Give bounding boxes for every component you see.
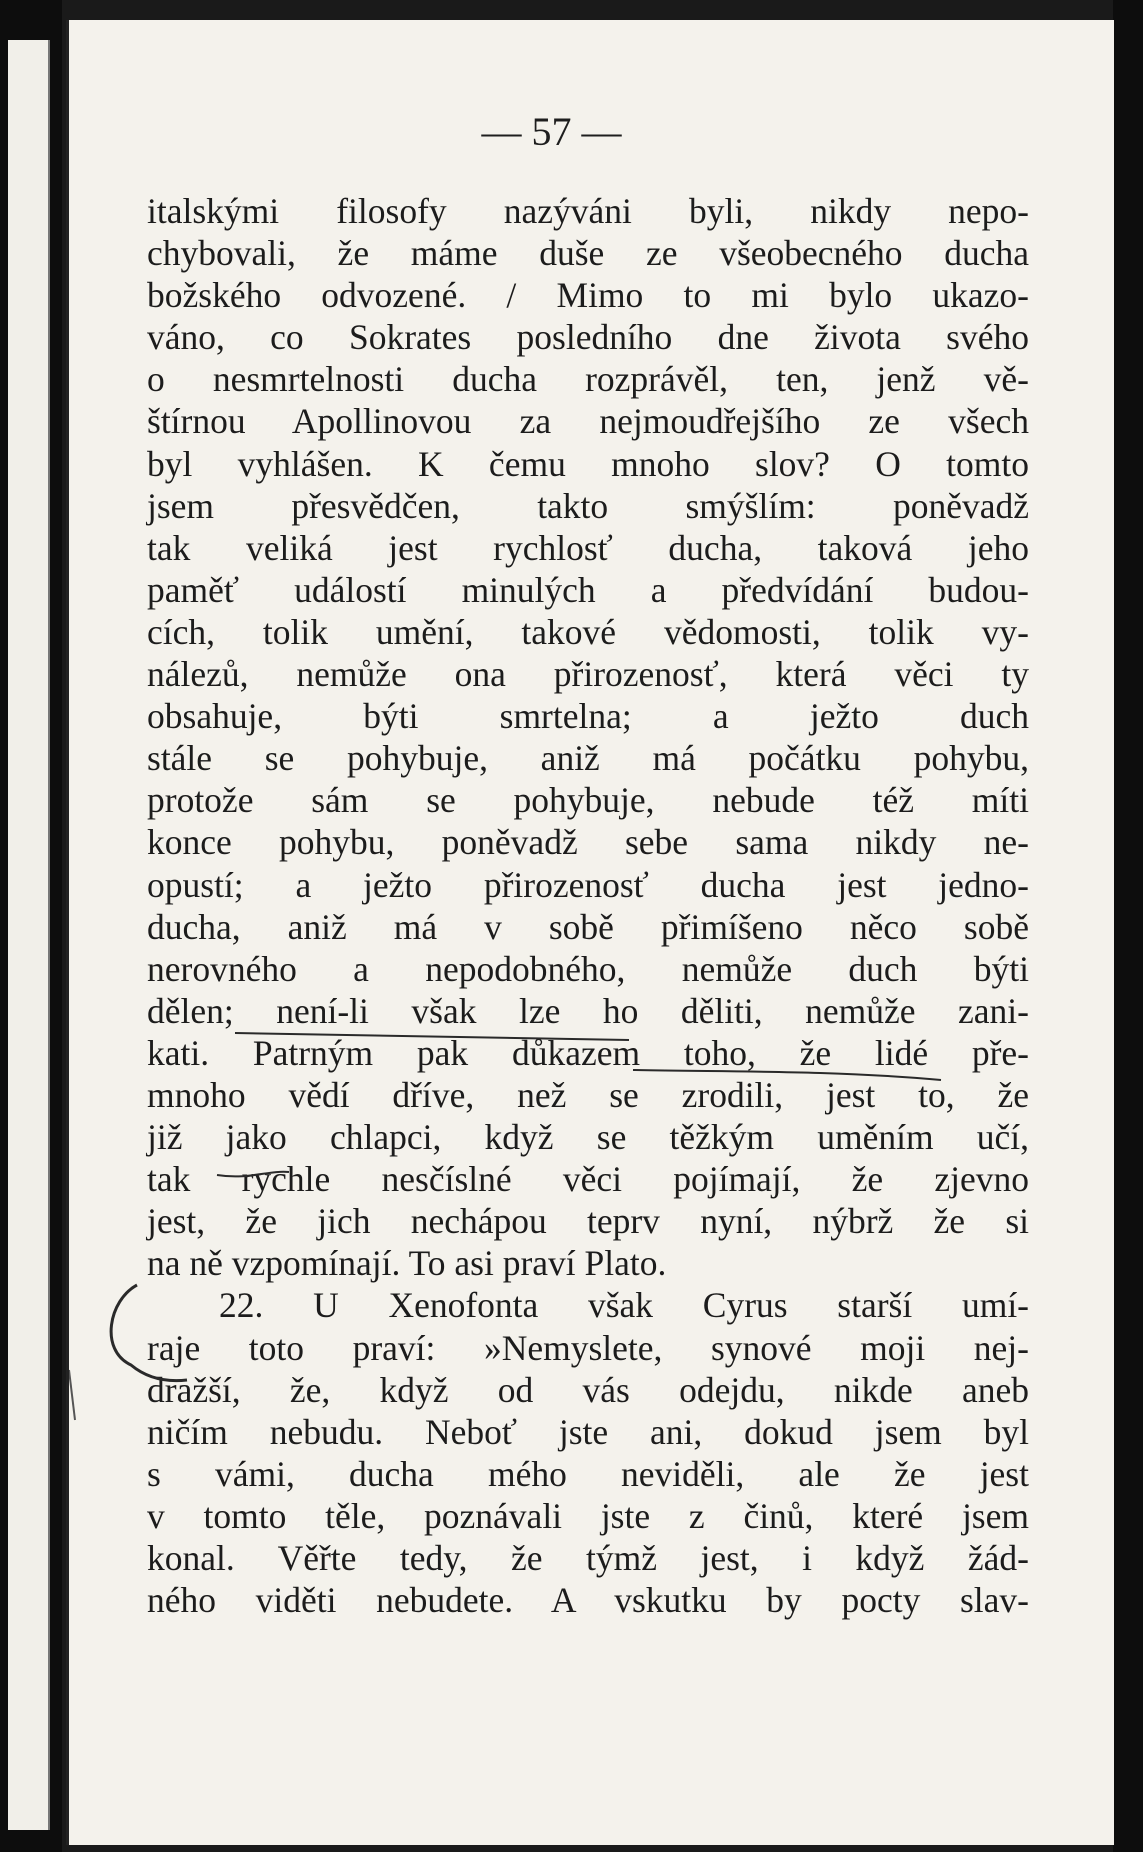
text-line: ničím nebudu. Neboť jste ani, dokud jsem byl [147,1411,1029,1452]
text-line: božského odvozené. / Mimo to mi bylo ukazo- [147,275,1029,316]
text-line: 22. U Xenofonta však Cyrus starší umí- [219,1285,1029,1326]
text-line: na ně vzpomínají. To asi praví Plato. [147,1243,667,1284]
text-line: mnoho vědí dříve, než se zrodili, jest to, že [147,1074,1029,1115]
text-line: tak rychle nesčíslné věci pojímají, že zjevno [147,1159,1029,1200]
text-line: stále se pohybuje, aniž má počátku pohybu, [147,738,1029,779]
page-body-text [147,190,1029,1621]
text-line: nerovného a nepodobného, nemůže duch býti [147,948,1029,989]
text-line: dělen; není-li však lze ho děliti, nemůže zani- [147,990,1029,1031]
text-line: jest, že jich nechápou teprv nyní, nýbrž že si [147,1201,1029,1242]
text-line: o nesmrtelnosti ducha rozprávěl, ten, jenž vě- [147,359,1029,400]
text-line: již jako chlapci, když se těžkým uměním učí, [147,1117,1029,1158]
pencil-stroke [69,1370,75,1420]
text-line: obsahuje, býti smrtelna; a ježto duch [147,696,1029,737]
previous-page-edge [8,40,50,1830]
text-line: váno, co Sokrates posledního dne života svého [147,317,1029,358]
scan-right-border [1113,0,1143,1852]
text-line: štírnou Apollinovou za nejmoudřejšího ze všech [147,401,1029,442]
text-line: protože sám se pohybuje, nebude též míti [147,780,1029,821]
text-line: paměť událostí minulých a předvídání budou- [147,569,1029,610]
text-line: opustí; a ježto přirozenosť ducha jest jedno- [147,864,1029,905]
text-line: kati. Patrným pak důkazem toho, že lidé pře- [147,1032,1029,1073]
text-line: v tomto těle, poznávali jste z činů, které jsem [147,1495,1029,1536]
text-line: chybovali, že máme duše ze všeobecného ducha [147,233,1029,274]
text-line: byl vyhlášen. K čemu mnoho slov? O tomto [147,443,1029,484]
text-line: italskými filosofy nazýváni byli, nikdy nepo- [147,191,1029,231]
text-line: s vámi, ducha mého neviděli, ale že jest [147,1453,1029,1494]
text-line: konce pohybu, poněvadž sebe sama nikdy ne- [147,822,1029,863]
text-line: nálezů, nemůže ona přirozenosť, která věci ty [147,654,1029,695]
text-line: konal. Věřte tedy, že týmž jest, i když žád- [147,1538,1029,1578]
text-line: cích, tolik umění, takové vědomosti, tolik vy- [147,611,1029,652]
book-page [66,20,1114,1845]
text-line: tak veliká jest rychlosť ducha, taková jeho [147,527,1029,568]
page-number: — 57 — [481,109,622,154]
text-line: raje toto praví: »Nemyslete, synové moji nej- [147,1327,1029,1368]
text-line: jsem přesvědčen, takto smýšlím: poněvadž [147,485,1029,526]
text-line: dražší, že, když od vás odejdu, nikde aneb [147,1369,1029,1410]
text-line: ducha, aniž má v sobě přimíšeno něco sobě [147,906,1029,947]
text-line: ného viděti nebudete. A vskutku by pocty slav- [147,1580,1029,1621]
